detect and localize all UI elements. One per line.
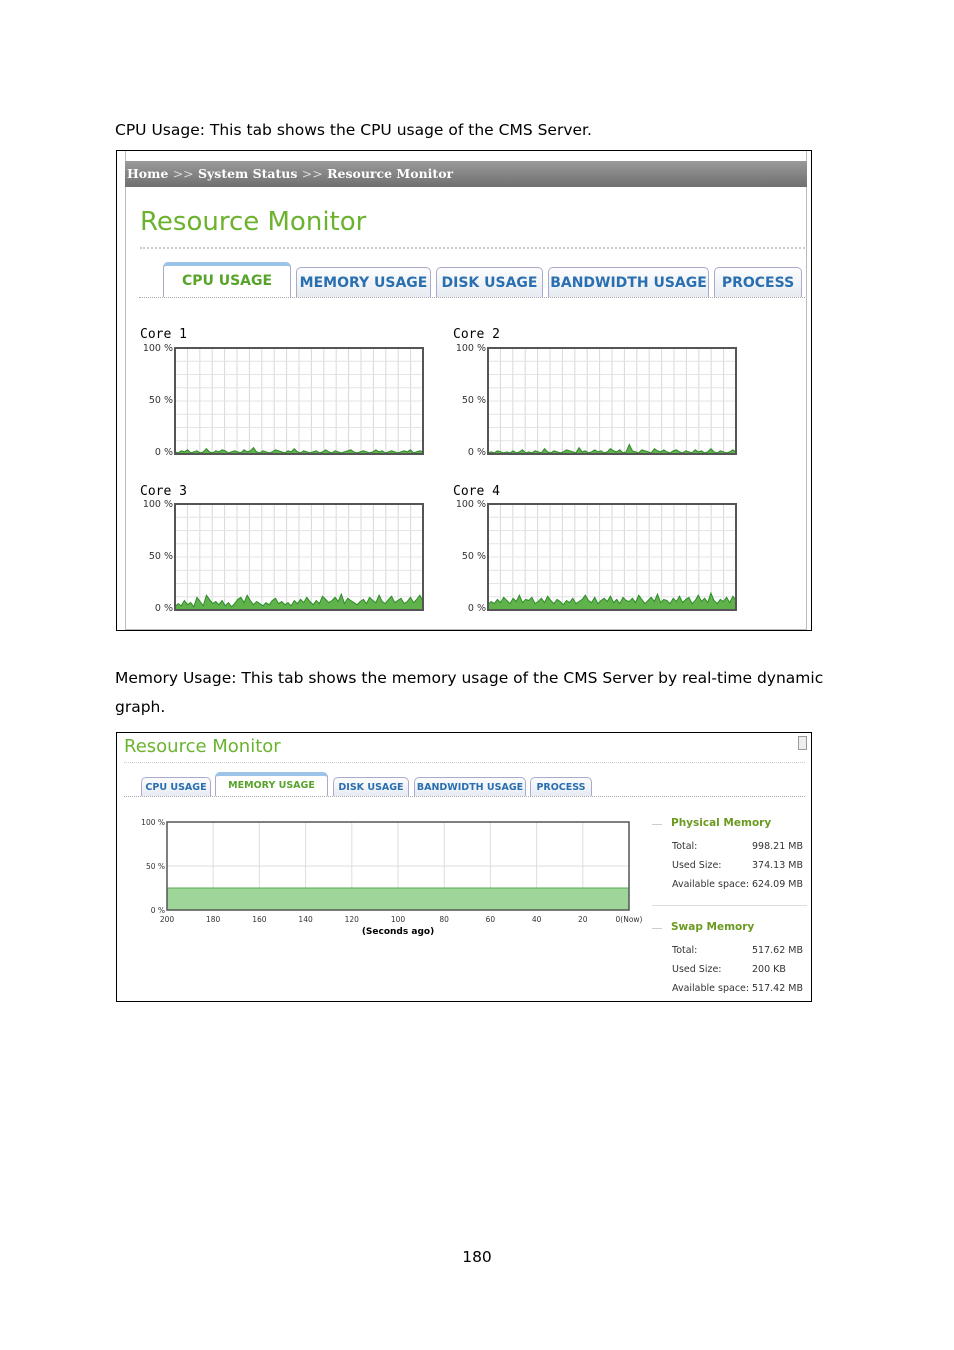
cpu-usage-screenshot: [116, 150, 812, 631]
tab-baseline: [124, 796, 805, 797]
title-divider: [140, 247, 805, 249]
breadcrumb-resource-monitor: Resource Monitor: [327, 166, 454, 181]
physical-available-label: Available space:: [672, 879, 750, 890]
breadcrumb: [125, 161, 807, 187]
y-tick-label: 100 %: [142, 499, 173, 510]
memory-plot: [167, 822, 629, 910]
x-tick-label: 120: [344, 915, 359, 924]
physical-total-label: Total:: [672, 841, 698, 852]
page-title: Resource Monitor: [124, 736, 281, 757]
x-tick-label: 160: [252, 915, 267, 924]
y-tick-label: 50 %: [145, 862, 165, 871]
physical-total-value: 998.21 MB: [752, 841, 803, 852]
swap-memory-heading: Swap Memory: [671, 921, 755, 933]
y-tick-label: 0 %: [467, 603, 486, 614]
tab-baseline: [139, 297, 805, 298]
core-3-plot: [175, 504, 423, 610]
memory-usage-area: [167, 888, 629, 910]
tab-bandwidth-usage[interactable]: BANDWIDTH USAGE: [414, 777, 526, 796]
core-1-plot: [175, 348, 423, 454]
physical-memory-heading: Physical Memory: [671, 817, 772, 829]
swap-used-value: 200 KB: [752, 964, 786, 975]
tab-cpu-usage[interactable]: CPU USAGE: [163, 262, 291, 297]
panel-rule: [652, 824, 662, 825]
x-tick-label: 100: [390, 915, 406, 924]
swap-available-label: Available space:: [672, 983, 750, 994]
cpu-usage-description: CPU Usage: This tab shows the CPU usage of the CMS Server.: [115, 121, 592, 139]
y-tick-label: 100 %: [142, 343, 173, 354]
physical-used-value: 374.13 MB: [752, 860, 803, 871]
x-tick-label: 0(Now): [615, 915, 643, 924]
x-tick-label: 80: [439, 915, 449, 924]
swap-memory-panel: [652, 919, 807, 999]
swap-available-value: 517.42 MB: [752, 983, 803, 994]
tab-memory-usage[interactable]: MEMORY USAGE: [296, 267, 431, 297]
y-tick-label: 0 %: [150, 906, 165, 915]
breadcrumb-home[interactable]: Home: [127, 166, 169, 181]
tab-bandwidth-usage[interactable]: BANDWIDTH USAGE: [548, 267, 709, 297]
x-tick-label: 60: [485, 915, 496, 924]
tab-disk-usage[interactable]: DISK USAGE: [333, 777, 409, 796]
core-2-plot: [488, 348, 736, 454]
x-tick-label: 140: [298, 915, 313, 924]
breadcrumb-separator: >>: [172, 166, 194, 181]
title-divider: [124, 762, 805, 763]
physical-used-label: Used Size:: [672, 860, 722, 871]
y-tick-label: 100 %: [141, 818, 165, 827]
x-axis-label: (Seconds ago): [361, 927, 435, 937]
memory-usage-screenshot: [116, 732, 812, 1002]
breadcrumb-separator: >>: [301, 166, 323, 181]
tab-process[interactable]: PROCESS: [530, 777, 592, 796]
tab-disk-usage[interactable]: DISK USAGE: [436, 267, 543, 297]
y-tick-label: 100 %: [455, 343, 486, 354]
swap-used-label: Used Size:: [672, 964, 722, 975]
y-tick-label: 0 %: [467, 447, 486, 458]
x-tick-label: 200: [159, 915, 175, 924]
y-tick-label: 50 %: [461, 395, 486, 406]
physical-memory-panel: [652, 815, 807, 906]
x-tick-label: 40: [531, 915, 542, 924]
y-tick-label: 50 %: [461, 551, 486, 562]
tab-cpu-usage[interactable]: CPU USAGE: [141, 777, 211, 796]
core-4-label: Core 4: [453, 484, 500, 499]
scrollbar-handle[interactable]: [798, 736, 807, 750]
core-3-label: Core 3: [140, 484, 187, 499]
y-tick-label: 0 %: [154, 603, 173, 614]
tab-process[interactable]: PROCESS: [714, 267, 802, 297]
swap-total-label: Total:: [672, 945, 698, 956]
x-tick-label: 20: [578, 915, 588, 924]
y-tick-label: 0 %: [154, 447, 173, 458]
breadcrumb-system-status[interactable]: System Status: [198, 166, 298, 181]
page-title: Resource Monitor: [140, 207, 367, 237]
y-tick-label: 100 %: [455, 499, 486, 510]
y-tick-label: 50 %: [148, 395, 173, 406]
physical-available-value: 624.09 MB: [752, 879, 803, 890]
tab-memory-usage[interactable]: MEMORY USAGE: [215, 772, 328, 796]
core-1-label: Core 1: [140, 327, 187, 342]
y-tick-label: 50 %: [148, 551, 173, 562]
swap-total-value: 517.62 MB: [752, 945, 803, 956]
memory-usage-description: Memory Usage: This tab shows the memory usage of the CMS Server by real-time dynamic graph.: [115, 669, 824, 716]
x-tick-label: 180: [206, 915, 221, 924]
core-4-plot: [488, 504, 736, 610]
panel-rule: [652, 928, 662, 929]
core-2-label: Core 2: [453, 327, 500, 342]
page-number: 180: [462, 1248, 492, 1266]
